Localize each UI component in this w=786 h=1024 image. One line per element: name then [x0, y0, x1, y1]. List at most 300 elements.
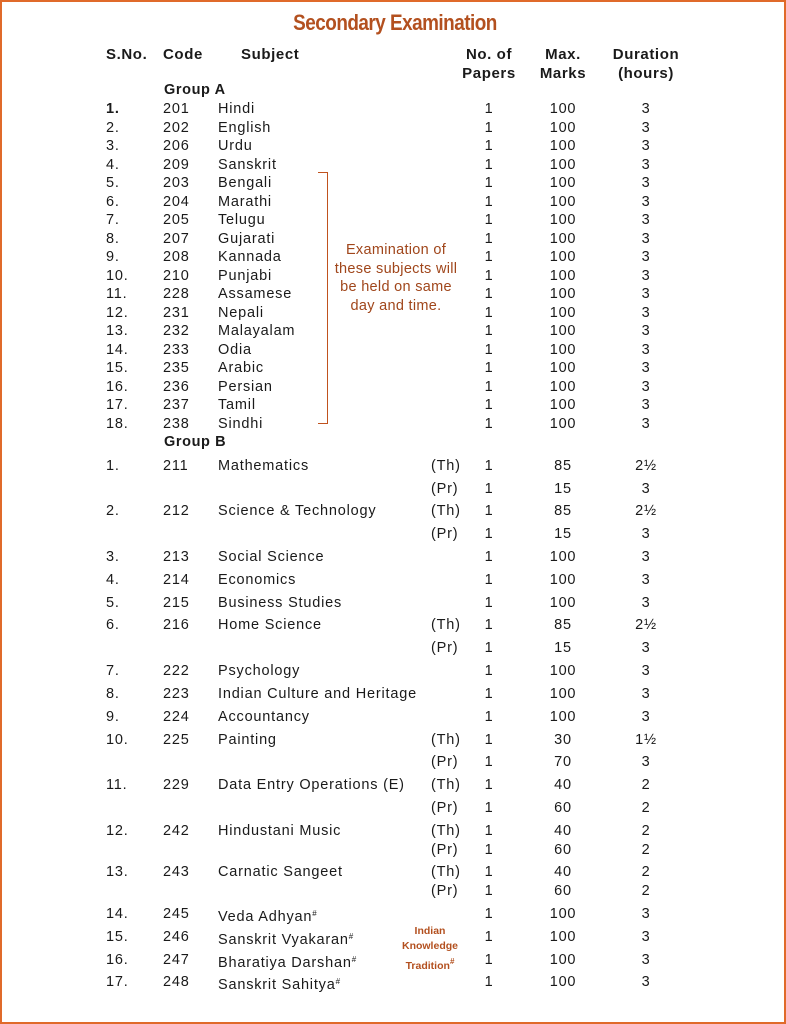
cell-sn: 13.: [106, 864, 129, 880]
cell-subject: Sanskrit: [218, 156, 277, 173]
cell-code: 206: [163, 138, 190, 154]
cell-code: 236: [163, 378, 190, 395]
cell-marks: 100: [549, 663, 577, 679]
cell-marks: 100: [549, 397, 577, 413]
cell-subject: Marathi: [218, 193, 272, 210]
cell-papers: 1: [484, 193, 494, 210]
cell-subject: Assamese: [218, 286, 293, 302]
cell-papers: 1: [484, 842, 494, 858]
cell-papers: 1: [484, 119, 494, 136]
cell-duration: 3: [641, 709, 651, 725]
cell-papers: 1: [484, 526, 494, 542]
cell-papers: 1: [484, 929, 494, 945]
cell-marks: 60: [554, 800, 572, 816]
cell-duration: 2: [641, 800, 651, 816]
cell-subject: Carnatic Sangeet: [218, 864, 343, 880]
group-a-bracket: [318, 172, 328, 424]
cell-type: (Pr): [431, 640, 459, 656]
cell-papers: 1: [484, 267, 494, 284]
cell-subject: Arabic: [218, 360, 264, 376]
cell-subject: Sindhi: [218, 415, 264, 432]
cell-duration: 2: [641, 777, 651, 793]
table-row: [2, 776, 786, 794]
cell-duration: 3: [641, 526, 651, 542]
cell-duration: 3: [641, 640, 651, 656]
table-row: [2, 480, 786, 498]
table-row: [2, 639, 786, 657]
table-row: [2, 415, 786, 433]
header-marks-line2: Marks: [539, 65, 587, 82]
table-row: [2, 359, 786, 377]
header-papers: [454, 45, 524, 83]
cell-subject: Social Science: [218, 549, 325, 565]
cell-marks: 30: [554, 732, 572, 748]
cell-duration: 2½: [635, 617, 657, 633]
cell-subject: Urdu: [218, 138, 253, 154]
header-duration: [606, 45, 686, 83]
cell-duration: 3: [641, 549, 651, 565]
group-a-note: Examination of these subjects will be held on same day and time.: [334, 242, 458, 314]
cell-code: 232: [163, 323, 190, 339]
cell-sn: 16.: [106, 378, 129, 395]
cell-sn: 1.: [106, 101, 120, 117]
table-row: [2, 973, 786, 991]
cell-papers: 1: [484, 360, 494, 376]
cell-subject: Home Science: [218, 617, 322, 633]
cell-code: 216: [163, 617, 190, 633]
cell-papers: 1: [484, 906, 494, 922]
table-row: [2, 396, 786, 414]
cell-papers: 1: [484, 101, 494, 117]
cell-code: 225: [163, 732, 190, 748]
cell-papers: 1: [484, 458, 494, 474]
cell-type: (Pr): [431, 883, 459, 899]
cell-type: (Pr): [431, 842, 459, 858]
cell-code: 222: [163, 663, 190, 679]
cell-subject: English: [218, 119, 272, 136]
table-row: [2, 502, 786, 520]
table-row: [2, 525, 786, 543]
cell-code: 235: [163, 360, 190, 376]
table-row: [2, 616, 786, 634]
cell-marks: 100: [549, 974, 577, 990]
cell-duration: 3: [641, 415, 651, 432]
cell-code: 242: [163, 823, 190, 839]
cell-duration: 3: [641, 230, 651, 247]
cell-marks: 100: [549, 929, 577, 945]
cell-code: 246: [163, 929, 190, 945]
cell-marks: 100: [549, 230, 577, 247]
group-b-label: Group B: [164, 434, 227, 450]
cell-duration: 3: [641, 156, 651, 173]
cell-papers: 1: [484, 777, 494, 793]
cell-sn: 8.: [106, 230, 120, 247]
cell-papers: 1: [484, 286, 494, 302]
cell-duration: 3: [641, 193, 651, 210]
cell-sn: 11.: [106, 777, 128, 793]
cell-duration: 2: [641, 842, 651, 858]
table-row: [2, 731, 786, 749]
ikt-line1: Indian: [414, 925, 446, 937]
cell-duration: 2: [641, 823, 651, 839]
cell-marks: 100: [549, 595, 577, 611]
table-row: [2, 863, 786, 881]
cell-papers: 1: [484, 754, 494, 770]
cell-papers: 1: [484, 212, 494, 228]
cell-subject: Persian: [218, 378, 273, 395]
cell-papers: 1: [484, 640, 494, 656]
cell-papers: 1: [484, 952, 494, 968]
table-row: [2, 119, 786, 137]
table-row: [2, 548, 786, 566]
cell-papers: 1: [484, 572, 494, 588]
cell-subject: Kannada: [218, 249, 282, 265]
cell-marks: 100: [549, 323, 577, 339]
table-row: [2, 662, 786, 680]
cell-sn: 7.: [106, 212, 120, 228]
cell-marks: 100: [549, 101, 577, 117]
header-subject: Subject: [241, 46, 300, 63]
cell-code: 215: [163, 595, 190, 611]
cell-code: 211: [163, 458, 189, 474]
cell-code: 237: [163, 397, 190, 413]
cell-code: 212: [163, 503, 190, 519]
cell-type: (Pr): [431, 526, 459, 542]
cell-subject: Veda Adhyan#: [218, 909, 317, 925]
cell-code: 202: [163, 119, 190, 136]
cell-duration: 3: [641, 323, 651, 339]
header-papers-line1: No. of: [465, 46, 513, 63]
cell-papers: 1: [484, 595, 494, 611]
cell-sn: 14.: [106, 341, 129, 358]
table-row: [2, 571, 786, 589]
cell-marks: 100: [549, 138, 577, 154]
cell-duration: 3: [641, 397, 651, 413]
cell-marks: 100: [549, 572, 577, 588]
cell-sn: 15.: [106, 360, 129, 376]
cell-sn: 14.: [106, 906, 129, 922]
cell-sn: 5.: [106, 595, 120, 611]
cell-code: 231: [163, 304, 190, 321]
cell-duration: 3: [641, 572, 651, 588]
cell-sn: 3.: [106, 549, 120, 565]
table-row: [2, 341, 786, 359]
cell-sn: 18.: [106, 415, 129, 432]
cell-sn: 10.: [106, 732, 129, 748]
cell-code: 247: [163, 952, 190, 968]
header-sno: S.No.: [106, 46, 148, 63]
ikt-line2: Knowledge: [401, 940, 458, 952]
header-marks-line1: Max.: [545, 46, 581, 63]
cell-marks: 100: [549, 549, 577, 565]
cell-subject: Mathematics: [218, 458, 309, 474]
cell-marks: 100: [549, 378, 577, 395]
cell-duration: 3: [641, 341, 651, 358]
table-row: [2, 882, 786, 900]
cell-papers: 1: [484, 663, 494, 679]
cell-marks: 15: [554, 481, 572, 497]
cell-papers: 1: [484, 249, 494, 265]
cell-duration: 1½: [635, 732, 657, 748]
cell-duration: 2: [641, 864, 651, 880]
cell-sn: 7.: [106, 663, 120, 679]
cell-sn: 9.: [106, 249, 120, 265]
cell-marks: 100: [549, 286, 577, 302]
cell-papers: 1: [484, 230, 494, 247]
cell-subject: Data Entry Operations (E): [218, 777, 405, 793]
cell-sn: 5.: [106, 175, 120, 191]
cell-marks: 40: [554, 823, 572, 839]
table-row: [2, 193, 786, 211]
cell-code: 204: [163, 193, 190, 210]
cell-subject: Odia: [218, 341, 252, 358]
cell-code: 203: [163, 175, 190, 191]
cell-marks: 100: [549, 341, 577, 358]
header-code: Code: [163, 46, 203, 63]
cell-code: 223: [163, 686, 190, 702]
cell-marks: 85: [554, 458, 572, 474]
cell-sn: 6.: [106, 193, 120, 210]
cell-papers: 1: [484, 175, 494, 191]
cell-duration: 3: [641, 686, 651, 702]
cell-sn: 10.: [106, 267, 129, 284]
table-row: [2, 708, 786, 726]
table-row: [2, 100, 786, 118]
cell-subject: Economics: [218, 572, 297, 588]
cell-marks: 100: [549, 906, 577, 922]
cell-papers: 1: [484, 481, 494, 497]
cell-marks: 100: [549, 193, 577, 210]
table-row: [2, 594, 786, 612]
cell-sn: 9.: [106, 709, 120, 725]
cell-duration: 3: [641, 286, 651, 302]
cell-code: 207: [163, 230, 190, 247]
cell-type: (Th): [431, 823, 461, 839]
cell-sn: 3.: [106, 138, 120, 154]
cell-marks: 70: [554, 754, 572, 770]
cell-subject: Malayalam: [218, 323, 296, 339]
cell-marks: 60: [554, 883, 572, 899]
header-papers-line2: Papers: [462, 65, 516, 82]
cell-sn: 17.: [106, 397, 129, 413]
cell-marks: 100: [549, 212, 577, 228]
cell-code: 228: [163, 286, 190, 302]
cell-sn: 17.: [106, 974, 129, 990]
cell-type: (Th): [431, 503, 461, 519]
cell-subject: Science & Technology: [218, 503, 377, 519]
cell-sn: 4.: [106, 572, 120, 588]
cell-subject: Tamil: [218, 397, 256, 413]
cell-type: (Pr): [431, 754, 459, 770]
cell-subject: Punjabi: [218, 267, 272, 284]
cell-duration: 3: [641, 595, 651, 611]
cell-code: 224: [163, 709, 190, 725]
table-row: [2, 378, 786, 396]
cell-sn: 12.: [106, 304, 129, 321]
table-row: [2, 137, 786, 155]
cell-marks: 100: [549, 175, 577, 191]
table-row: [2, 799, 786, 817]
cell-type: (Th): [431, 458, 461, 474]
cell-marks: 15: [554, 640, 572, 656]
table-row: [2, 841, 786, 859]
cell-duration: 3: [641, 929, 651, 945]
cell-papers: 1: [484, 864, 494, 880]
cell-marks: 85: [554, 617, 572, 633]
cell-papers: 1: [484, 549, 494, 565]
cell-sn: 12.: [106, 823, 129, 839]
cell-papers: 1: [484, 341, 494, 358]
group-a-label: Group A: [164, 82, 226, 98]
cell-papers: 1: [484, 323, 494, 339]
cell-marks: 100: [549, 119, 577, 136]
cell-code: 208: [163, 249, 190, 265]
cell-subject: Hindi: [218, 101, 256, 117]
page-title: Secondary Examination: [293, 10, 497, 35]
cell-duration: 3: [641, 119, 651, 136]
cell-subject: Telugu: [218, 212, 266, 228]
table-row: [2, 753, 786, 771]
cell-sn: 2.: [106, 503, 120, 519]
cell-code: 213: [163, 549, 190, 565]
cell-sn: 13.: [106, 323, 129, 339]
cell-subject: Nepali: [218, 304, 264, 321]
cell-duration: 3: [641, 481, 651, 497]
cell-duration: 2½: [635, 458, 657, 474]
cell-code: 209: [163, 156, 190, 173]
cell-papers: 1: [484, 709, 494, 725]
cell-papers: 1: [484, 156, 494, 173]
cell-sn: 2.: [106, 119, 120, 136]
cell-marks: 100: [549, 156, 577, 173]
cell-papers: 1: [484, 397, 494, 413]
cell-subject: Sanskrit Sahitya#: [218, 977, 341, 993]
cell-subject: Gujarati: [218, 230, 276, 247]
cell-code: 214: [163, 572, 190, 588]
cell-duration: 3: [641, 267, 651, 284]
cell-marks: 85: [554, 503, 572, 519]
cell-subject: Indian Culture and Heritage: [218, 686, 417, 702]
cell-duration: 3: [641, 138, 651, 154]
cell-duration: 3: [641, 212, 651, 228]
cell-marks: 60: [554, 842, 572, 858]
cell-marks: 100: [549, 267, 577, 284]
cell-papers: 1: [484, 138, 494, 154]
cell-papers: 1: [484, 503, 494, 519]
cell-marks: 100: [549, 415, 577, 432]
cell-code: 229: [163, 777, 190, 793]
cell-duration: 3: [641, 952, 651, 968]
cell-type: (Th): [431, 777, 461, 793]
cell-code: 238: [163, 415, 190, 432]
cell-subject: Psychology: [218, 663, 301, 679]
table-row: [2, 457, 786, 475]
cell-sn: 16.: [106, 952, 129, 968]
cell-papers: 1: [484, 686, 494, 702]
table-row: [2, 322, 786, 340]
cell-sn: 8.: [106, 686, 120, 702]
cell-duration: 3: [641, 378, 651, 395]
cell-sn: 4.: [106, 156, 120, 173]
cell-marks: 15: [554, 526, 572, 542]
cell-duration: 2½: [635, 503, 657, 519]
cell-type: (Pr): [431, 481, 459, 497]
cell-code: 245: [163, 906, 190, 922]
cell-papers: 1: [484, 974, 494, 990]
cell-marks: 100: [549, 686, 577, 702]
cell-subject: Business Studies: [218, 595, 343, 611]
table-row: [2, 822, 786, 840]
cell-code: 201: [163, 101, 190, 117]
cell-subject: Bharatiya Darshan#: [218, 955, 357, 971]
cell-papers: 1: [484, 800, 494, 816]
cell-code: 205: [163, 212, 190, 228]
cell-sn: 15.: [106, 929, 129, 945]
table-row: [2, 174, 786, 192]
cell-marks: 100: [549, 952, 577, 968]
cell-duration: 3: [641, 974, 651, 990]
cell-sn: 11.: [106, 286, 128, 302]
cell-subject: Painting: [218, 732, 277, 748]
cell-subject: Sanskrit Vyakaran#: [218, 932, 354, 948]
cell-type: (Th): [431, 864, 461, 880]
cell-sn: 6.: [106, 617, 120, 633]
cell-marks: 100: [549, 304, 577, 321]
cell-code: 243: [163, 864, 190, 880]
table-row: [2, 156, 786, 174]
cell-duration: 3: [641, 304, 651, 321]
header-duration-line2: (hours): [618, 65, 674, 82]
header-duration-line1: Duration: [612, 46, 680, 63]
cell-duration: 3: [641, 175, 651, 191]
ikt-line3: Tradition#: [405, 957, 455, 972]
cell-papers: 1: [484, 823, 494, 839]
cell-duration: 3: [641, 249, 651, 265]
cell-marks: 100: [549, 360, 577, 376]
cell-sn: 1.: [106, 458, 120, 474]
cell-subject: Accountancy: [218, 709, 310, 725]
cell-duration: 3: [641, 906, 651, 922]
cell-papers: 1: [484, 378, 494, 395]
cell-marks: 100: [549, 249, 577, 265]
cell-marks: 40: [554, 777, 572, 793]
cell-type: (Pr): [431, 800, 459, 816]
cell-marks: 100: [549, 709, 577, 725]
cell-type: (Th): [431, 732, 461, 748]
cell-papers: 1: [484, 617, 494, 633]
cell-code: 233: [163, 341, 190, 358]
table-row: [2, 905, 786, 923]
cell-duration: 3: [641, 101, 651, 117]
cell-duration: 2: [641, 883, 651, 899]
cell-duration: 3: [641, 663, 651, 679]
cell-duration: 3: [641, 360, 651, 376]
cell-subject: Bengali: [218, 175, 272, 191]
cell-code: 248: [163, 974, 190, 990]
cell-papers: 1: [484, 304, 494, 321]
cell-type: (Th): [431, 617, 461, 633]
cell-code: 210: [163, 267, 190, 284]
indian-knowledge-tradition-note: [394, 924, 466, 974]
cell-papers: 1: [484, 883, 494, 899]
header-marks: [530, 45, 596, 83]
cell-duration: 3: [641, 754, 651, 770]
table-row: [2, 685, 786, 703]
cell-papers: 1: [484, 415, 494, 432]
cell-papers: 1: [484, 732, 494, 748]
cell-subject: Hindustani Music: [218, 823, 342, 839]
cell-marks: 40: [554, 864, 572, 880]
